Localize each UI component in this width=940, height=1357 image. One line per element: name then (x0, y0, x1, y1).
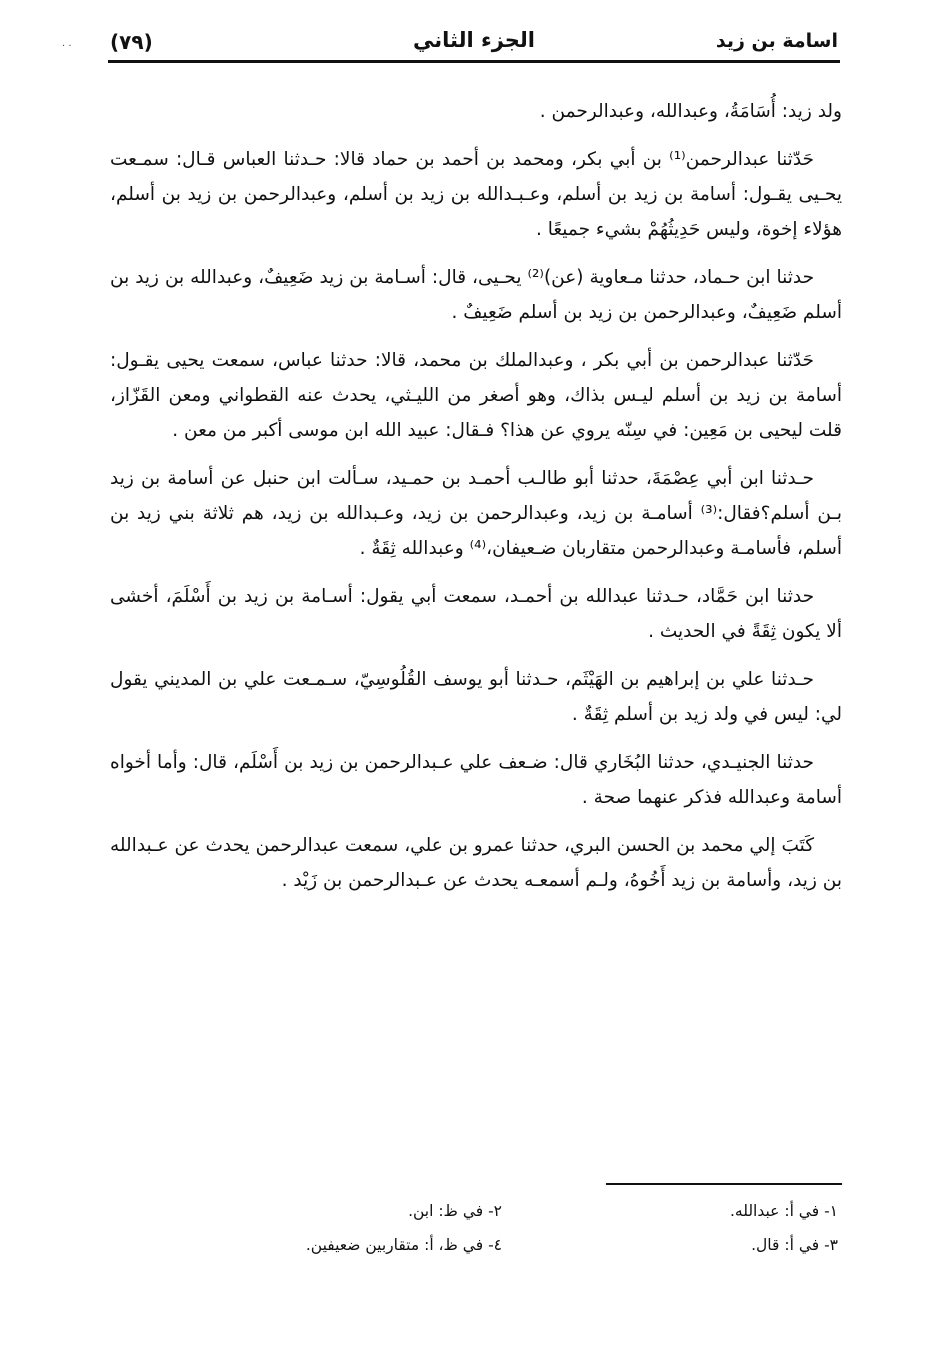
paragraph: ولد زيد: أُسَامَةُ، وعبدالله، وعبدالرحمن . (539, 101, 842, 122)
paragraph: حدثنا ابن حَمَّاد، حـدثنا عبدالله بن أحمـد، سمعت أبي يقول: أسـامة بن زيد بن أَسْلَمَ، أخشى ألا يكون ثِقَةً في الحديث . (110, 586, 842, 642)
paragraph: كَتَبَ إلي محمد بن الحسن البري، حدثنا عمرو بن علي، سمعت عبدالرحمن يحدث عن عـبدالله بن زيد، وأسامة بن زيد أَخُوهُ، ولـم أسمعـه يحدث عن عـبدالرحمن بن زَيْد . (110, 835, 842, 891)
page-number: (٧٩) (110, 30, 153, 54)
running-head-volume: الجزء الثاني (412, 28, 535, 52)
running-head-subject: اسامة بن زيد (715, 30, 838, 52)
main-text (110, 94, 842, 911)
paragraph: حـدثنا ابن أبي عِصْمَةَ، حدثنا أبو طالـب أحمـد بن حمـيد، سـألت ابن حنبل عن أسامة بن زيد بـن أسلم؟فقال:⁽³⁾ أسامـة بن زيد، وعبدالرحمن بن زيد، وعـبدالله بن زيد، هم ثلاثة بني زيد بن أسلم، فأسامـة وعبدالرحمن متقاربان ضـعيفان،⁽⁴⁾ وعبدالله ثِقَةٌ . (110, 468, 842, 559)
footnote-4: ٤- في ظ، أ: متقاربين ضعيفين. (305, 1236, 502, 1254)
footnote-2: ٢- في ظ: ابن. (408, 1202, 502, 1220)
footnotes (110, 1194, 842, 1262)
paragraph: حدثنا ابن حـماد، حدثنا مـعاوية (عن)⁽²⁾ يحـيى، قال: أسـامة بن زيد ضَعِيفٌ، وعبدالله بن زيد بن أسلم ضَعِيفٌ، وعبدالرحمن بن زيد بن أسلم ضَعِيفٌ . (110, 267, 842, 323)
paragraph: حَدّثنا عبدالرحمن بن أبي بكر ، وعبدالملك بن محمد، قالا: حدثنا عباس، سمعت يحيى يقـول: أسامة بن زيد بن أسلم ليـس بذاك، وهو أصغر من الليـثي، يحدث عنه القطواني ومعن القَزّاز، قلت ليحيى بن مَعِين: في سِنّه يروي عن هذا؟ فـقال: عبيد الله ابن موسى أكبر من معن . (110, 350, 842, 441)
footnote-1: ١- في أ: عبدالله. (729, 1202, 838, 1220)
footnote-row (110, 1228, 842, 1262)
paragraph: حدثنا الجنيـدي، حدثنا البُخَاري قال: ضـعف علي عـبدالرحمن بن زيد بن أَسْلَم، قال: وأما أخواه أسامة وعبدالله فذكر عنهما صحة . (110, 752, 842, 808)
footnote-3: ٣- في أ: قال. (751, 1236, 838, 1254)
paragraph: حَدّثنا عبدالرحمن⁽¹⁾ بن أبي بكر، ومحمد بن أحمد بن حماد قالا: حـدثنا العباس قـال: سمـعت يحـيى يقـول: أسامة بن زيد بن أسلم، وعـبـدالله بن زيد بن أسلم، وعبدالرحمن بن زيد بن أسلم، هؤلاء إخوة، وليس حَدِيثُهُمْ بشيء جميعًا . (110, 149, 842, 240)
footnote-separator (606, 1183, 842, 1185)
page-header (110, 28, 838, 58)
header-rule (108, 60, 840, 63)
paragraph: حـدثنا علي بن إبراهيم بن الهَيْثَم، حـدثنا أبو يوسف القُلُوسِيّ، سـمـعت علي بن المديني يقول لي: ليس في ولد زيد بن أسلم ثِقَةٌ . (110, 669, 842, 725)
scan-mark: . . (62, 38, 72, 49)
footnote-row (110, 1194, 842, 1228)
